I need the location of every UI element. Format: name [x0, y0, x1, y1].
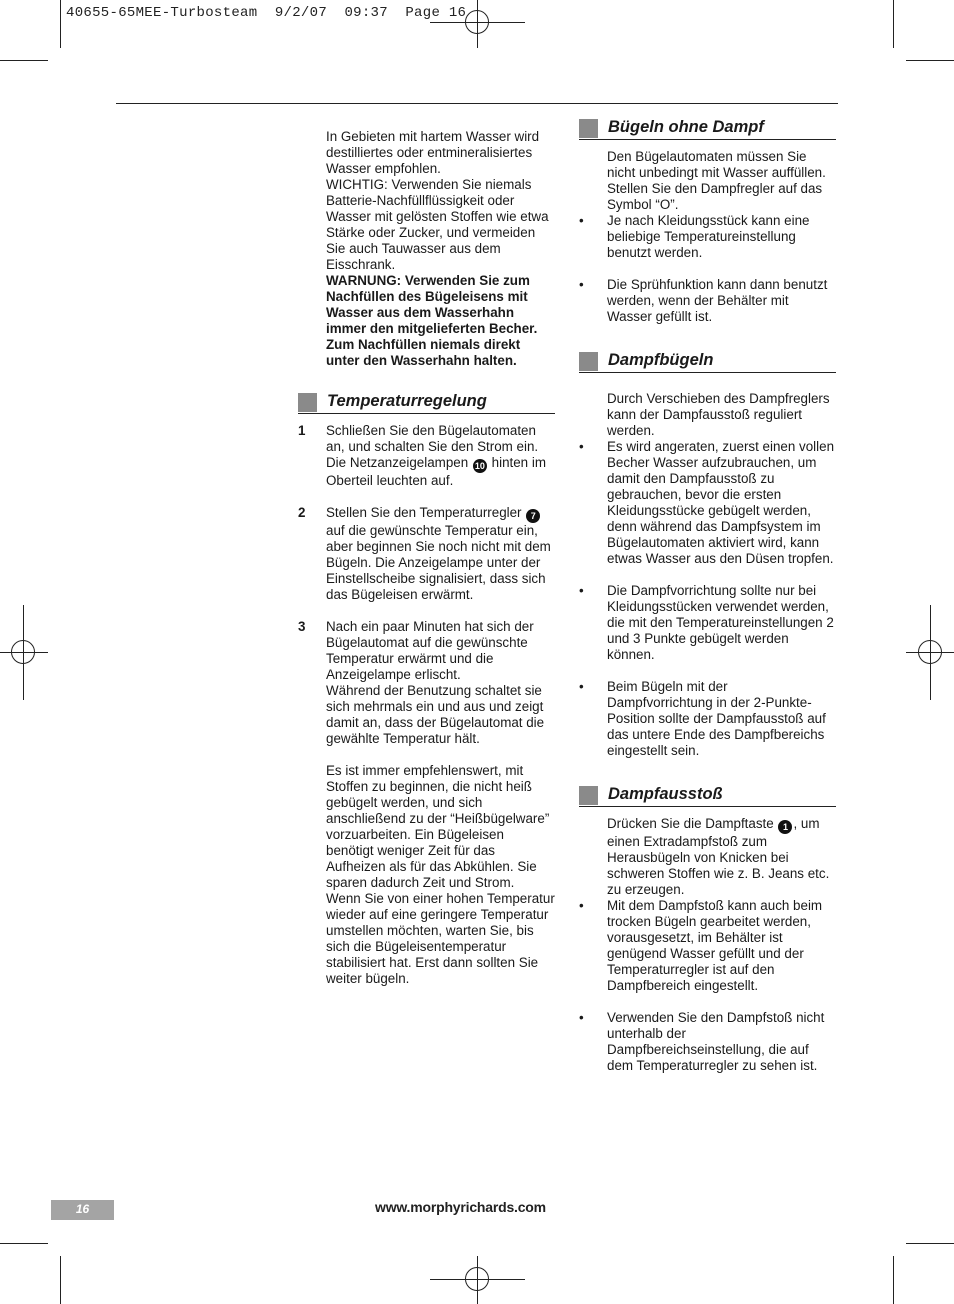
header-rule	[116, 103, 838, 104]
crop-mark	[906, 1243, 954, 1244]
bullet-item	[579, 439, 836, 567]
step-item	[298, 619, 555, 747]
bullet-icon: •	[579, 213, 584, 228]
section-title: Bügeln ohne Dampf	[608, 118, 764, 136]
crop-mark	[0, 60, 48, 61]
heading-marker	[579, 786, 598, 805]
paragraph-text: Drücken Sie die Dampftaste	[607, 816, 774, 831]
bullet-text: Die Dampfvorrichtung sollte nur bei Kleidungsstücken verwendet werden, die mit den Temperatureinstellungen 2 und 3 Punkte gebügelt werden können.	[607, 583, 834, 662]
step-item	[298, 423, 555, 489]
paragraph: In Gebieten mit hartem Wasser wird destilliertes oder entmineralisiertes Wasser empfohlen.	[326, 129, 540, 176]
section-title: Dampfausstoß	[608, 785, 723, 803]
part-number-badge: 7	[526, 509, 540, 523]
section-heading	[579, 117, 836, 140]
paragraph	[579, 816, 836, 898]
part-number-badge: 1	[778, 820, 792, 834]
step-text: Stellen Sie den Temperaturregler	[326, 505, 522, 520]
section-heading	[579, 350, 836, 373]
bullet-item	[579, 213, 836, 261]
bullet-icon: •	[579, 583, 584, 598]
part-number-badge: 10	[474, 461, 485, 471]
bullet-icon: •	[579, 1010, 584, 1025]
section-heading	[579, 784, 836, 807]
bullet-text: Beim Bügeln mit der Dampfvorrichtung in der 2-Punkte-Position sollte der Dampfausstoß auf das untere Ende des Dampfbereichs eingestellt sein.	[607, 679, 826, 758]
bullet-text: Mit dem Dampfstoß kann auch beim trocken Bügeln gearbeitet werden, vorausgesetzt, im Behälter ist genügend Wasser gefüllt und der Temperaturregler ist auf den Dampfbereich eingestellt.	[607, 898, 823, 993]
crop-mark	[893, 0, 894, 48]
step-text: Während der Benutzung schaltet sie sich mehrmals ein und aus und zeigt damit an, dass der Bügelautomat die gewählte Temperatur hält.	[326, 683, 545, 746]
paragraph: Wenn Sie von einer hohen Temperatur wieder auf eine geringere Temperatur umstellen möchten, warten Sie, bis sich die Bügeleisentemperatur stabilisiert hat. Erst dann sollten Sie weiter bügeln.	[326, 891, 555, 986]
bullet-text: Verwenden Sie den Dampfstoß nicht unterhalb der Dampfbereichseinstellung, die auf dem Temperaturregler zu sehen ist.	[607, 1010, 825, 1073]
registration-circle	[465, 10, 489, 34]
bullet-item	[579, 898, 836, 994]
bullet-item	[579, 1010, 836, 1074]
right-column	[579, 117, 836, 1090]
bullet-item	[579, 679, 836, 759]
step-text: auf die gewünschte Temperatur ein, aber beginnen Sie noch nicht mit dem Bügeln. Die Anzeigelampe unter der Einstellscheibe signalisiert, dass sich das Bügeleisen erwärmt.	[326, 523, 551, 602]
bullet-icon: •	[579, 898, 584, 913]
section-heading	[298, 391, 555, 414]
heading-marker	[579, 119, 598, 138]
bullet-icon: •	[579, 679, 584, 694]
paragraph: Durch Verschieben des Dampfreglers kann der Dampfausstoß reguliert werden.	[607, 391, 830, 438]
heading-marker	[579, 352, 598, 371]
bullet-text: Es wird angeraten, zuerst einen vollen Becher Wasser aufzubrauchen, um damit den Dampfausstoß zu gebrauchen, bevor die ersten Kleidungsstücke gebügelt werden, denn während das Dampfsystem im Bügelautomaten aktiviert wird, kann etwas Wasser aus den Düsen tropfen.	[607, 439, 835, 566]
step-text: Nach ein paar Minuten hat sich der Bügelautomat auf die gewünschte Temperatur erwärmt und die Anzeigelampe erlischt.	[326, 619, 534, 682]
registration-circle	[918, 640, 942, 664]
bullet-item	[579, 277, 836, 325]
paragraph-text: , um einen Extradampfstoß zum Herausbügeln von Knicken bei schweren Stoffen wie z. B. Jeans etc. zu erzeugen.	[607, 816, 830, 897]
crop-mark	[60, 0, 61, 48]
page-number-box	[51, 1200, 114, 1220]
step-number: 1	[298, 423, 306, 438]
crop-mark	[893, 1256, 894, 1304]
heading-marker	[298, 393, 317, 412]
crop-mark	[906, 60, 954, 61]
section-title: Temperaturregelung	[327, 392, 487, 410]
page-number: 16	[75, 1202, 90, 1216]
step-number: 3	[298, 619, 306, 634]
step-text: Schließen Sie den Bügelautomaten an, und schalten Sie den Strom ein. Die Netzanzeigelampen	[326, 423, 539, 470]
paragraph: Es ist immer empfehlenswert, mit Stoffen zu beginnen, die nicht heiß gebügelt werden, und sich anschließend zu der “Heißbügelware” vorzuarbeiten. Ein Bügeleisen benötigt weniger Zeit für das Aufheizen als für das Abkühlen. Sie sparen dadurch Zeit und Strom.	[326, 763, 550, 890]
print-slug: 40655-65MEE-Turbosteam 9/2/07 09:37 Page 16	[66, 5, 467, 21]
bullet-text: Die Sprühfunktion kann dann benutzt werden, wenn der Behälter mit Wasser gefüllt ist.	[607, 277, 828, 324]
warning-paragraph: WARNUNG: Verwenden Sie zum Nachfüllen des Bügeleisens mit Wasser aus dem Wasserhahn immer den mitgelieferten Becher. Zum Nachfüllen niemals direkt unter den Wasserhahn halten.	[326, 273, 538, 368]
bullet-item	[579, 583, 836, 663]
registration-circle	[465, 1267, 489, 1291]
left-column	[298, 129, 555, 987]
registration-circle	[11, 640, 35, 664]
website-link[interactable]: www.morphyrichards.com	[375, 1199, 546, 1215]
section-title: Dampfbügeln	[608, 351, 714, 369]
crop-mark	[0, 1243, 48, 1244]
crop-mark	[60, 1256, 61, 1304]
bullet-icon: •	[579, 277, 584, 292]
paragraph: WICHTIG: Verwenden Sie niemals Batterie-Nachfüllflüssigkeit oder Wasser mit gelösten Stoffen wie etwa Stärke oder Zucker, und vermeiden Sie auch Tauwasser aus dem Eisschrank.	[326, 177, 549, 272]
bullet-icon: •	[579, 439, 584, 454]
step-text: hinten im Oberteil leuchten auf.	[326, 455, 546, 488]
paragraph: Den Bügelautomaten müssen Sie nicht unbedingt mit Wasser auffüllen. Stellen Sie den Dampfregler auf das Symbol “O”.	[607, 149, 826, 212]
step-number: 2	[298, 505, 306, 520]
step-item	[298, 505, 555, 603]
bullet-text: Je nach Kleidungsstück kann eine beliebige Temperatureinstellung benutzt werden.	[607, 213, 810, 260]
